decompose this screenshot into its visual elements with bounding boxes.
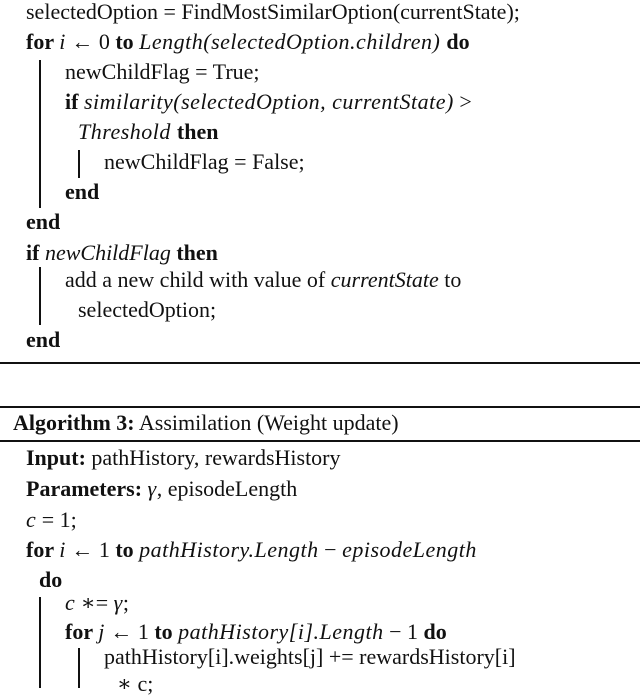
math-text: γ (147, 476, 157, 501)
code-line (78, 120, 218, 144)
keyword: then (176, 240, 218, 265)
code-text: = 1; (36, 507, 77, 532)
keyword: for (65, 619, 99, 644)
indent-bar-if (78, 150, 80, 178)
code-text: selectedOption = FindMostSimilarOption(currentState); (26, 0, 520, 24)
code-line (65, 60, 260, 84)
keyword: then (176, 119, 219, 144)
indent-bar-inner-for (78, 648, 80, 688)
keyword: for (26, 537, 60, 562)
code-line (26, 328, 60, 352)
math-text: pathHistory.Length (139, 537, 319, 562)
math-text: newChildFlag (44, 240, 177, 265)
algorithm-3-top-rule (0, 406, 640, 408)
code-text: pathHistory, rewardsHistory (91, 445, 341, 470)
keyword: do (423, 619, 447, 644)
code-text: ← 1 (65, 537, 116, 562)
math-text: i (59, 537, 66, 562)
keyword: Input: (26, 445, 92, 470)
math-text: similarity(selectedOption, currentState) (83, 89, 454, 114)
code-line (26, 538, 477, 562)
math-text: c (65, 590, 76, 615)
keyword: if (26, 240, 45, 265)
keyword: end (65, 179, 100, 204)
code-line (39, 568, 62, 592)
keyword: Parameters: (26, 476, 148, 501)
algorithm-2-bottom-rule (0, 362, 640, 364)
math-text: currentState (330, 267, 439, 292)
code-line (65, 180, 99, 204)
keyword: to (115, 29, 140, 54)
code-line (117, 672, 153, 696)
keyword: to (154, 619, 179, 644)
math-text: i (59, 29, 66, 54)
code-line (104, 150, 305, 174)
code-text: ← 1 (104, 619, 155, 644)
code-line (104, 645, 516, 669)
code-text: ∗ c; (117, 671, 154, 696)
code-text: pathHistory[i].weights[j] += rewardsHistory[i] (104, 644, 516, 669)
code-line (65, 268, 461, 292)
math-text: Length(selectedOption.children) (139, 29, 447, 54)
code-text: ← 0 (65, 29, 116, 54)
keyword: end (26, 327, 61, 352)
math-text: c (26, 507, 37, 532)
code-text: ; (122, 590, 129, 615)
code-line (26, 210, 60, 234)
math-text: Threshold (78, 119, 177, 144)
code-text: ∗= (75, 590, 114, 615)
code-text: newChildFlag = False; (104, 149, 305, 174)
code-line (78, 298, 216, 322)
code-line (26, 508, 77, 532)
code-line (26, 30, 470, 54)
keyword: end (26, 209, 61, 234)
algorithm-3-caption-rule (0, 440, 640, 442)
code-line (26, 241, 218, 265)
code-text: newChildFlag = True; (65, 59, 260, 84)
indent-bar-outer-for (39, 597, 41, 688)
algorithm-3-title: Assimilation (Weight update) (134, 410, 399, 435)
code-line (65, 90, 472, 114)
code-line (26, 477, 297, 501)
math-text: γ (113, 590, 123, 615)
algorithm-3-label: Algorithm 3: (13, 410, 135, 435)
code-text: , episodeLength (156, 476, 298, 501)
code-line (26, 446, 341, 470)
indent-bar-if-new-child (39, 267, 41, 325)
math-text: episodeLength (342, 537, 477, 562)
keyword: to (115, 537, 140, 562)
code-text: add a new child with value of (65, 267, 331, 292)
code-text: − (318, 537, 343, 562)
keyword: do (446, 29, 470, 54)
indent-bar-for-loop (39, 60, 41, 208)
code-line (26, 0, 520, 24)
code-line (65, 591, 129, 615)
keyword: for (26, 29, 60, 54)
math-text: pathHistory[i].Length (178, 619, 384, 644)
code-line (65, 620, 447, 644)
code-text: > (453, 89, 472, 114)
code-text: to (438, 267, 462, 292)
code-text: selectedOption; (78, 297, 217, 322)
algorithm-3-caption (13, 411, 399, 435)
code-text: − 1 (383, 619, 424, 644)
keyword: do (39, 567, 63, 592)
keyword: if (65, 89, 84, 114)
math-text: j (98, 619, 105, 644)
